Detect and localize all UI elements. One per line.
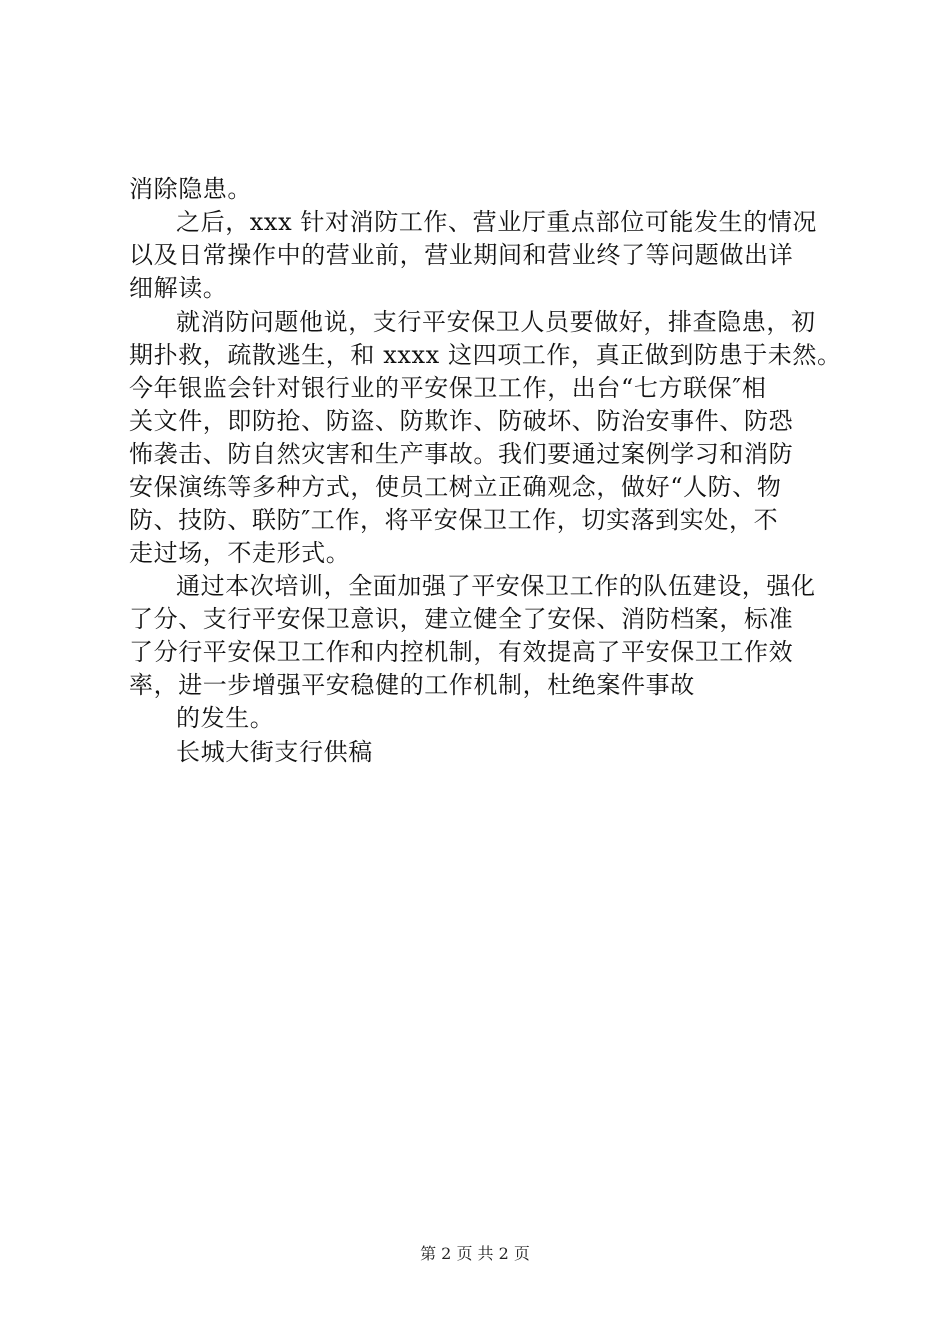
text-line: 率，进一步增强平安稳健的工作机制，杜绝案件事故 xyxy=(129,671,695,699)
text-line: 走过场，不走形式。 xyxy=(129,539,351,567)
text-line: 细解读。 xyxy=(129,274,228,302)
text-line: 安保演练等多种方式，使员工树立正确观念，做好“人防、物 xyxy=(129,473,782,501)
text-line: 了分、支行平安保卫意识，建立健全了安保、消防档案，标准 xyxy=(129,605,794,633)
text-line: 就消防问题他说，支行平安保卫人员要做好，排查隐患，初 xyxy=(176,308,816,336)
text-line: 关文件，即防抢、防盗、防欺诈、防破坏、防治安事件、防恐 xyxy=(129,407,794,435)
text-line: 消除隐患。 xyxy=(129,175,252,203)
text-line: 怖袭击、防自然灾害和生产事故。我们要通过案例学习和消防 xyxy=(129,440,794,468)
text-line: 长城大街支行供稿 xyxy=(176,738,373,766)
text-line: 防、技防、联防″工作，将平安保卫工作，切实落到实处，不 xyxy=(129,506,779,534)
text-line: 今年银监会针对银行业的平安保卫工作，出台“七方联保″相 xyxy=(129,374,767,402)
text-line: 之后，xxx 针对消防工作、营业厅重点部位可能发生的情况 xyxy=(176,208,818,236)
text-line: 期扑救，疏散逃生，和 xxxx 这四项工作，真正做到防患于未然。 xyxy=(129,341,842,369)
text-line: 以及日常操作中的营业前，营业期间和营业终了等问题做出详 xyxy=(129,241,794,269)
text-line: 通过本次培训，全面加强了平安保卫工作的队伍建设，强化 xyxy=(176,572,816,600)
text-line: 了分行平安保卫工作和内控机制，有效提高了平安保卫工作效 xyxy=(129,638,794,666)
text-line: 的发生。 xyxy=(176,704,275,732)
page-footer: 第 2 页 共 2 页 xyxy=(420,1244,530,1263)
